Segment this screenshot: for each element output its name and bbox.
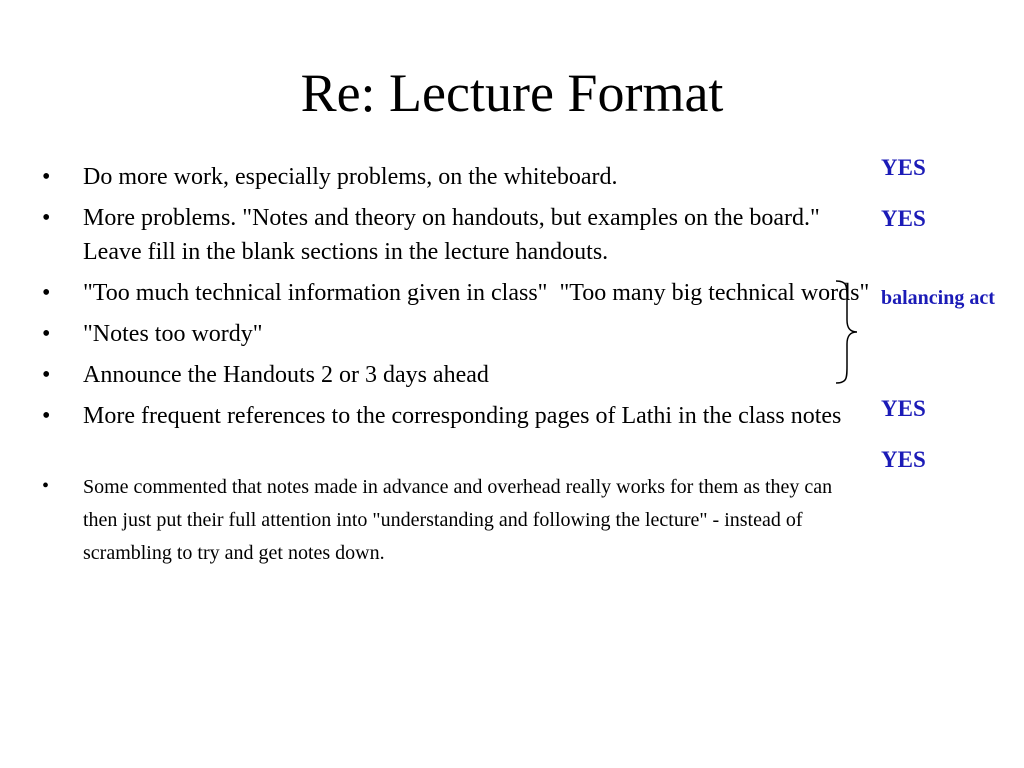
bullet-text: "Too much technical information given in class" "Too many big technical words" (83, 280, 870, 306)
bullet-dot: • (42, 280, 51, 306)
bullet-item (40, 276, 870, 310)
annotation-yes: YES (881, 396, 926, 421)
annotation-balancing-act: balancing act (881, 287, 995, 309)
bullet-text: More frequent references to the corresponding pages of Lathi in the class notes (83, 403, 842, 429)
bullet-text: More problems. "Notes and theory on handouts, but examples on the board." Leave fill in the blank sections in the lecture handouts. (83, 205, 820, 265)
bullet-item (40, 160, 870, 194)
bullet-dot: • (42, 475, 50, 497)
bullet-text: Some commented that notes made in advance and overhead really works for them as they can then just put their full attention into "understanding and following the lecture" - instead of scrambling to try and get notes down. (83, 476, 833, 564)
bullet-item (40, 317, 870, 351)
bullet-dot: • (42, 164, 51, 190)
bullet-text: "Notes too wordy" (83, 321, 263, 347)
annotation-yes: YES (881, 206, 926, 231)
bullet-dot: • (42, 403, 51, 429)
bullet-item (40, 471, 870, 570)
bullet-item (40, 358, 870, 392)
bullet-list (40, 160, 870, 570)
bullet-dot: • (42, 321, 51, 347)
bullet-item (40, 201, 870, 269)
bullet-dot: • (42, 205, 51, 231)
slide-title: Re: Lecture Format (300, 63, 724, 123)
annotation-yes: YES (881, 447, 926, 472)
bullet-dot: • (42, 362, 51, 388)
bullet-text: Announce the Handouts 2 or 3 days ahead (83, 362, 489, 388)
curly-brace-icon (834, 280, 864, 384)
annotation-yes: YES (881, 155, 926, 180)
bullet-item (40, 399, 870, 433)
bullet-text: Do more work, especially problems, on the whiteboard. (83, 164, 618, 190)
